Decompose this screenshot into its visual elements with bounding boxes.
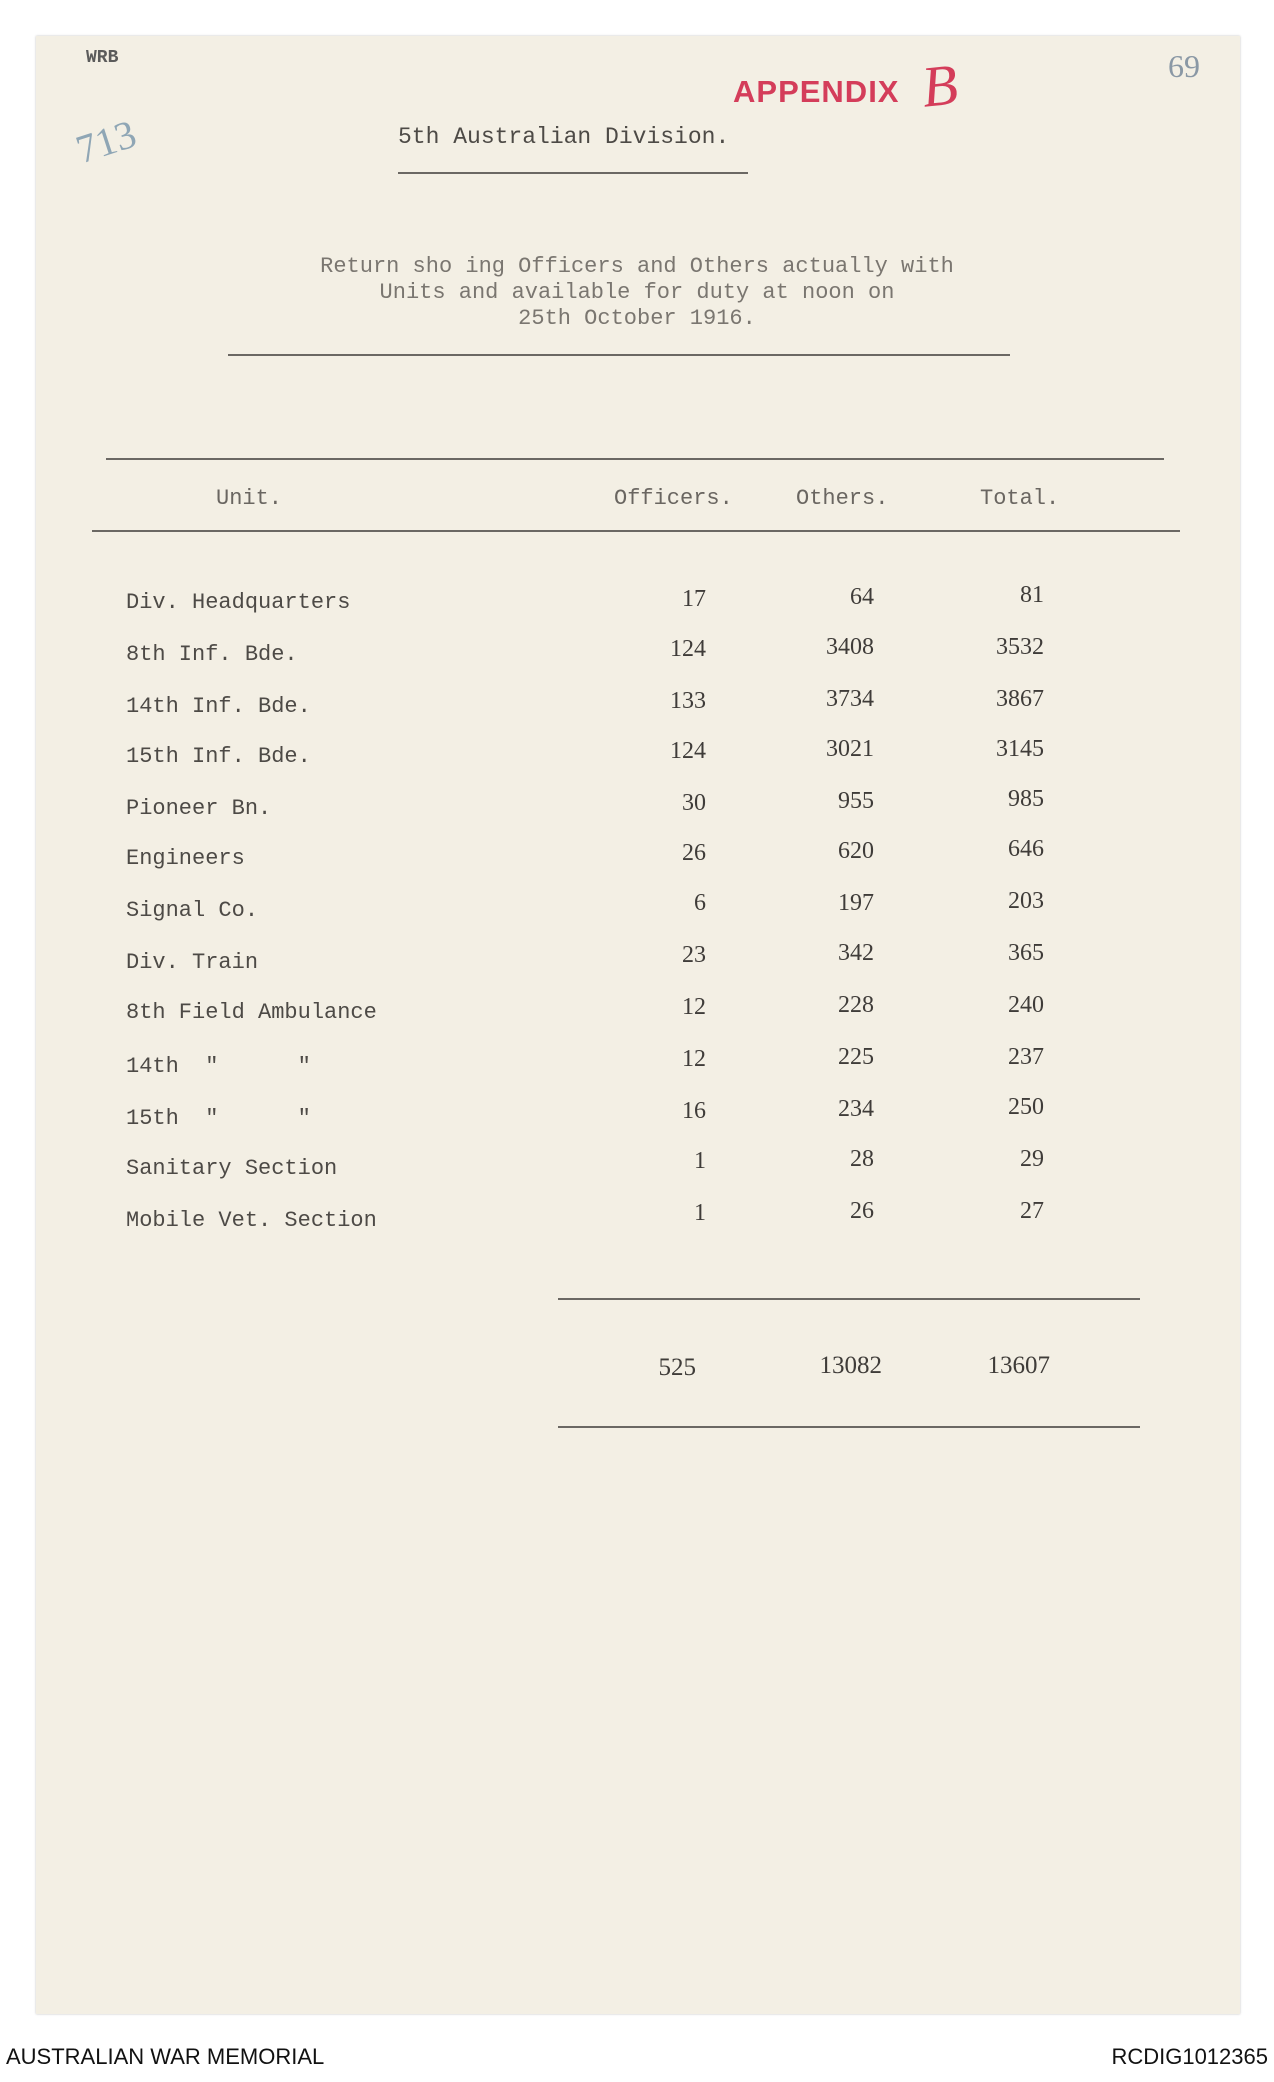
header-unit: Unit.	[216, 486, 283, 511]
row-total: 646	[1008, 836, 1044, 862]
footer-record-id: RCDIG1012365	[1111, 2044, 1268, 2069]
pencil-reference-number: 713	[70, 110, 142, 173]
row-total: 203	[1008, 888, 1044, 914]
row-total: 240	[1008, 992, 1044, 1018]
row-total: 365	[1008, 940, 1044, 966]
row-officers: 12	[682, 1046, 706, 1072]
row-officers: 124	[670, 738, 706, 764]
total-officers: 525	[658, 1354, 696, 1381]
row-unit: 8th Field Ambulance	[126, 1000, 377, 1025]
row-unit: 8th Inf. Bde.	[126, 642, 298, 667]
row-officers: 16	[682, 1098, 706, 1124]
row-others: 342	[838, 940, 874, 966]
row-total: 3532	[996, 634, 1044, 660]
row-unit: Signal Co.	[126, 898, 259, 923]
row-officers: 1	[694, 1200, 706, 1226]
row-unit: Pioneer Bn.	[126, 796, 272, 821]
row-unit: 14th Inf. Bde.	[126, 694, 311, 719]
page-number: 69	[1168, 48, 1200, 84]
row-total: 3867	[996, 686, 1044, 712]
subtitle-line-2: Units and available for duty at noon on	[379, 280, 895, 305]
subtitle-underline	[228, 354, 1010, 356]
row-total: 29	[1020, 1146, 1044, 1172]
header-others: Others.	[796, 486, 889, 511]
document-page	[36, 36, 1240, 2014]
appendix-stamp: APPENDIX	[733, 74, 900, 109]
row-total: 81	[1020, 582, 1044, 608]
appendix-handwritten-letter: B	[918, 51, 961, 120]
row-unit: Div. Train	[126, 950, 259, 975]
row-officers: 124	[670, 636, 706, 662]
row-officers: 6	[694, 890, 706, 916]
row-total: 237	[1008, 1044, 1044, 1070]
footer-institution: AUSTRALIAN WAR MEMORIAL	[6, 2044, 325, 2069]
row-unit: Engineers	[126, 846, 245, 871]
row-officers: 12	[682, 994, 706, 1020]
table-top-rule	[106, 458, 1164, 460]
row-unit: 15th " "	[126, 1106, 311, 1131]
header-total: Total.	[980, 486, 1060, 511]
row-officers: 30	[682, 790, 706, 816]
row-others: 3734	[826, 686, 874, 712]
row-officers: 133	[670, 688, 706, 714]
subtitle-line-3: 25th October 1916.	[518, 306, 756, 331]
row-unit: 15th Inf. Bde.	[126, 744, 311, 769]
row-officers: 26	[682, 840, 706, 866]
row-others: 28	[850, 1146, 874, 1172]
row-others: 197	[838, 890, 874, 916]
row-total: 3145	[996, 736, 1044, 762]
total-others: 13082	[819, 1352, 882, 1379]
row-officers: 17	[682, 586, 706, 612]
subtitle-line-1: Return sho ing Officers and Others actually with	[320, 254, 954, 279]
row-total: 985	[1008, 786, 1044, 812]
row-total: 250	[1008, 1094, 1044, 1120]
row-total: 27	[1020, 1198, 1044, 1224]
row-others: 225	[838, 1044, 874, 1070]
row-officers: 23	[682, 942, 706, 968]
row-others: 955	[838, 788, 874, 814]
header-officers: Officers.	[614, 486, 733, 511]
row-unit: Sanitary Section	[126, 1156, 338, 1181]
title-underline	[398, 172, 748, 174]
row-unit: 14th " "	[126, 1054, 311, 1079]
row-others: 228	[838, 992, 874, 1018]
corner-initials: WRB	[86, 48, 119, 68]
row-others: 234	[838, 1096, 874, 1122]
row-others: 26	[850, 1198, 874, 1224]
row-officers: 1	[694, 1148, 706, 1174]
row-others: 620	[838, 838, 874, 864]
totals-bottom-rule	[558, 1426, 1140, 1428]
total-grand: 13607	[987, 1352, 1050, 1379]
row-others: 3021	[826, 736, 874, 762]
document-title: 5th Australian Division.	[398, 124, 730, 150]
row-unit: Div. Headquarters	[126, 590, 351, 615]
header-rule	[92, 530, 1180, 532]
row-unit: Mobile Vet. Section	[126, 1208, 377, 1233]
row-others: 64	[850, 584, 874, 610]
row-others: 3408	[826, 634, 874, 660]
totals-top-rule	[558, 1298, 1140, 1300]
